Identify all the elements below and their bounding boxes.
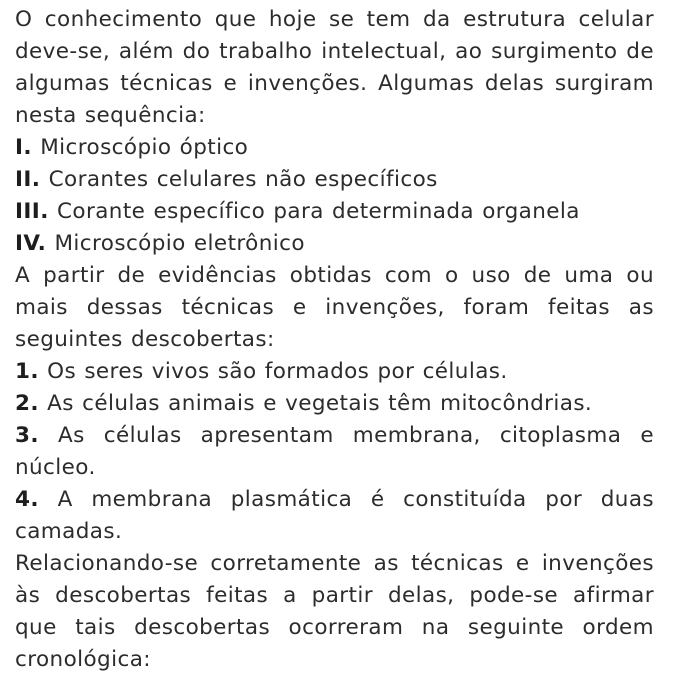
middle-paragraph: A partir de evidências obtidas com o uso de uma ou mais dessas técnicas e invenções, foram feitas as seguintes descobertas: xyxy=(15,263,654,352)
technique-text: Microscópio óptico xyxy=(40,135,249,160)
discovery-text: As células animais e vegetais têm mitocôndrias. xyxy=(47,391,593,416)
technique-marker: IV. xyxy=(15,231,47,256)
discovery-item xyxy=(15,356,654,388)
discovery-text: As células apresentam membrana, citoplasma e núcleo. xyxy=(15,423,655,480)
technique-marker: II. xyxy=(15,167,41,192)
discovery-item xyxy=(15,388,654,420)
technique-item xyxy=(15,164,654,196)
discovery-item xyxy=(15,484,654,548)
discoveries-list xyxy=(15,356,654,548)
discovery-marker: 2. xyxy=(15,391,39,416)
technique-item xyxy=(15,132,654,164)
discovery-marker: 4. xyxy=(15,487,39,512)
discovery-text: Os seres vivos são formados por células. xyxy=(47,359,508,384)
discovery-item xyxy=(15,420,654,484)
discovery-marker: 3. xyxy=(15,423,39,448)
technique-text: Microscópio eletrônico xyxy=(54,231,305,256)
question-paragraph: Relacionando-se corretamente as técnicas e invenções às descobertas feitas a partir delas, pode-se afirmar que tais descobertas ocorreram na seguinte ordem cronológica: xyxy=(15,551,654,672)
technique-text: Corante específico para determinada organela xyxy=(57,199,580,224)
discovery-marker: 1. xyxy=(15,359,39,384)
technique-text: Corantes celulares não específicos xyxy=(48,167,438,192)
technique-item xyxy=(15,196,654,228)
techniques-list xyxy=(15,132,654,260)
technique-marker: III. xyxy=(15,199,49,224)
technique-item xyxy=(15,228,654,260)
discovery-text: A membrana plasmática é constituída por duas camadas. xyxy=(15,487,654,544)
intro-paragraph: O conhecimento que hoje se tem da estrutura celular deve-se, além do trabalho intelectual, ao surgimento de algumas técnicas e invenções. Algumas delas surgiram nesta sequência: xyxy=(15,7,654,128)
technique-marker: I. xyxy=(15,135,32,160)
